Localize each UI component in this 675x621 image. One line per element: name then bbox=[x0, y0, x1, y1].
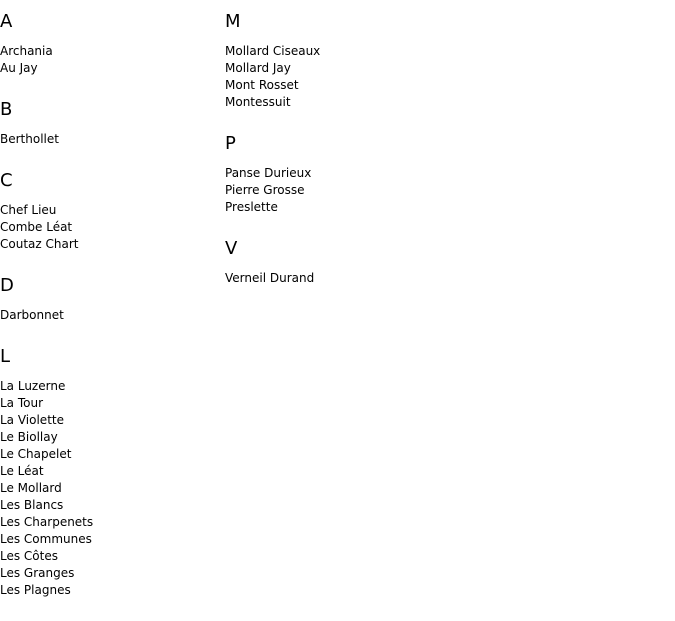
letter-heading: C bbox=[0, 170, 13, 191]
letter-group-m bbox=[225, 11, 445, 111]
letter-group-a bbox=[0, 11, 220, 77]
letter-group-d bbox=[0, 275, 220, 324]
list-item: La Violette bbox=[0, 413, 64, 427]
list-item: Les Granges bbox=[0, 566, 75, 580]
entry-list bbox=[0, 131, 220, 148]
list-item: La Luzerne bbox=[0, 379, 66, 393]
index-column-right bbox=[225, 0, 445, 309]
list-item: Les Côtes bbox=[0, 549, 58, 563]
list-item: Verneil Durand bbox=[225, 271, 315, 285]
letter-group-b bbox=[0, 99, 220, 148]
list-item: Les Plagnes bbox=[0, 583, 71, 597]
list-item: Les Blancs bbox=[0, 498, 64, 512]
letter-heading: M bbox=[225, 11, 241, 32]
index-column-left bbox=[0, 0, 220, 621]
list-item: Les Communes bbox=[0, 532, 92, 546]
list-item: Mollard Jay bbox=[225, 61, 291, 75]
list-item: Panse Durieux bbox=[225, 166, 312, 180]
letter-group-v bbox=[225, 238, 445, 287]
entry-list bbox=[225, 270, 445, 287]
letter-group-l bbox=[0, 346, 220, 599]
list-item: Le Biollay bbox=[0, 430, 58, 444]
letter-heading: D bbox=[0, 275, 14, 296]
list-item: La Tour bbox=[0, 396, 44, 410]
list-item: Coutaz Chart bbox=[0, 237, 79, 251]
list-item: Le Léat bbox=[0, 464, 44, 478]
list-item: Le Chapelet bbox=[0, 447, 72, 461]
entry-list bbox=[225, 43, 445, 111]
letter-group-c bbox=[0, 170, 220, 253]
list-item: Combe Léat bbox=[0, 220, 73, 234]
letter-heading: P bbox=[225, 133, 236, 154]
list-item: Mollard Ciseaux bbox=[225, 44, 321, 58]
letter-heading: L bbox=[0, 346, 11, 367]
letter-group-p bbox=[225, 133, 445, 216]
list-item: Mont Rosset bbox=[225, 78, 299, 92]
list-item: Darbonnet bbox=[0, 308, 64, 322]
list-item: Au Jay bbox=[0, 61, 38, 75]
entry-list bbox=[0, 202, 220, 253]
entry-list bbox=[0, 307, 220, 324]
letter-heading: V bbox=[225, 238, 238, 259]
list-item: Pierre Grosse bbox=[225, 183, 305, 197]
list-item: Berthollet bbox=[0, 132, 59, 146]
entry-list bbox=[225, 165, 445, 216]
list-item: Preslette bbox=[225, 200, 278, 214]
list-item: Montessuit bbox=[225, 95, 291, 109]
list-item: Chef Lieu bbox=[0, 203, 57, 217]
letter-heading: A bbox=[0, 11, 13, 32]
letter-heading: B bbox=[0, 99, 13, 120]
entry-list bbox=[0, 43, 220, 77]
list-item: Archania bbox=[0, 44, 53, 58]
list-item: Les Charpenets bbox=[0, 515, 94, 529]
list-item: Le Mollard bbox=[0, 481, 62, 495]
entry-list bbox=[0, 378, 220, 599]
